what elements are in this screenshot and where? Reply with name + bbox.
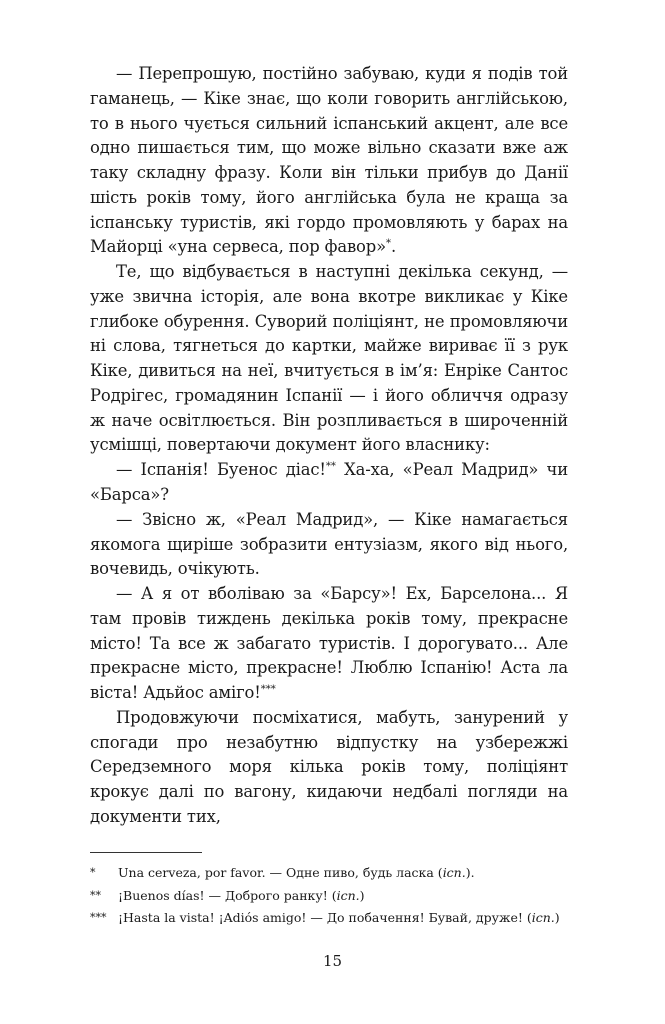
footnote-text xyxy=(118,885,365,908)
main-text xyxy=(90,62,568,830)
footnote-mark: *** xyxy=(90,911,107,924)
footnote-close: ). xyxy=(465,865,475,880)
footnote-divider xyxy=(90,852,202,853)
paragraph-text: Ха-ха, «Реал Мадрид» чи «Барса»? xyxy=(90,460,568,505)
footnote-close: ) xyxy=(554,910,560,925)
paragraph xyxy=(90,260,568,458)
paragraph xyxy=(90,62,568,260)
footnote-translation: — Доброго ранку! ( xyxy=(204,887,337,903)
footnote-reference: * xyxy=(386,238,391,250)
footnote-text xyxy=(118,907,560,930)
footnote-language: ісп. xyxy=(336,887,360,903)
footnote-translation: — Одне пиво, будь ласка ( xyxy=(265,865,443,880)
footnote-text xyxy=(118,862,475,885)
footnote-source: ¡Hasta la vista! ¡Adiós amigo! xyxy=(118,910,307,925)
paragraph-text: Продовжуючи посміхатися, мабуть, занурений у спогади про незабутню відпустку на узбережжі Середземного моря кілька років тому, поліціянт крокує далі по вагону, кидаючи недбалі погляди на документи тих, xyxy=(90,707,568,826)
footnote-close: ) xyxy=(359,887,365,903)
footnote xyxy=(90,907,568,930)
footnote xyxy=(90,885,568,908)
footnote-mark: * xyxy=(90,866,96,879)
footnote-mark: ** xyxy=(90,888,101,902)
paragraph xyxy=(90,458,568,508)
paragraph-text: — Іспанія! Буенос діас! xyxy=(116,460,326,480)
footnote-reference: ** xyxy=(325,461,336,473)
paragraph-text: Те, що відбувається в наступні декілька секунд, — уже звична історія, але вона вкотре викликає у Кіке глибоке обурення. Суворий поліціянт, не промовляючи ні слова, тягнеться до картки, майже вириває її з рук Кіке, дивиться на неї, вчитується в ім’я: Енріке Сантос Родрігес, громадянин Іспанії — і його обличчя одразу ж наче освітлюється. Він розпливається в широченній усмішці, повертаючи документ його власнику: xyxy=(90,262,568,455)
paragraph-text: — Перепрошую, постійно забуваю, куди я подів той гаманець, — Кіке знає, що коли говорить англійською, то в нього чується сильний іспанський акцент, але все одно пишається тим, що може вільно сказати вже аж таку складну фразу. Коли він тільки прибув до Данії шість років тому, його англійська була не краща за іспанську туристів, які гордо промовляють у барах на Майорці «уна сервеса, пор фавор» xyxy=(90,64,568,257)
footnote-language: ісп. xyxy=(531,910,555,925)
footnotes xyxy=(90,862,568,930)
paragraph xyxy=(90,582,568,706)
paragraph-text: — А я от вболіваю за «Барсу»! Ех, Барселона... Я там провів тиждень декілька років тому, прекрасне місто! Та все ж забагато туристів. І дорогувато... Але прекрасне місто, прекрасне! Люблю Іспанію! Аста ла віста! Адьйос аміго! xyxy=(90,584,568,703)
paragraph-text: . xyxy=(391,237,397,257)
footnote-reference: *** xyxy=(260,684,276,696)
paragraph-text: — Звісно ж, «Реал Мадрид», — Кіке намагається якомога щиріше зобразити ентузіазм, якого від нього, вочевидь, очікують. xyxy=(90,509,568,579)
paragraph xyxy=(90,706,568,830)
footnote xyxy=(90,862,568,885)
footnote-translation: — До побачення! Бувай, друже! ( xyxy=(306,910,532,925)
paragraph xyxy=(90,508,568,582)
footnote-source: Una cerveza, por favor. xyxy=(118,865,266,880)
page-number: 15 xyxy=(322,952,343,970)
footnote-language: ісп. xyxy=(442,865,466,880)
footnote-source: ¡Buenos días! xyxy=(118,887,205,903)
